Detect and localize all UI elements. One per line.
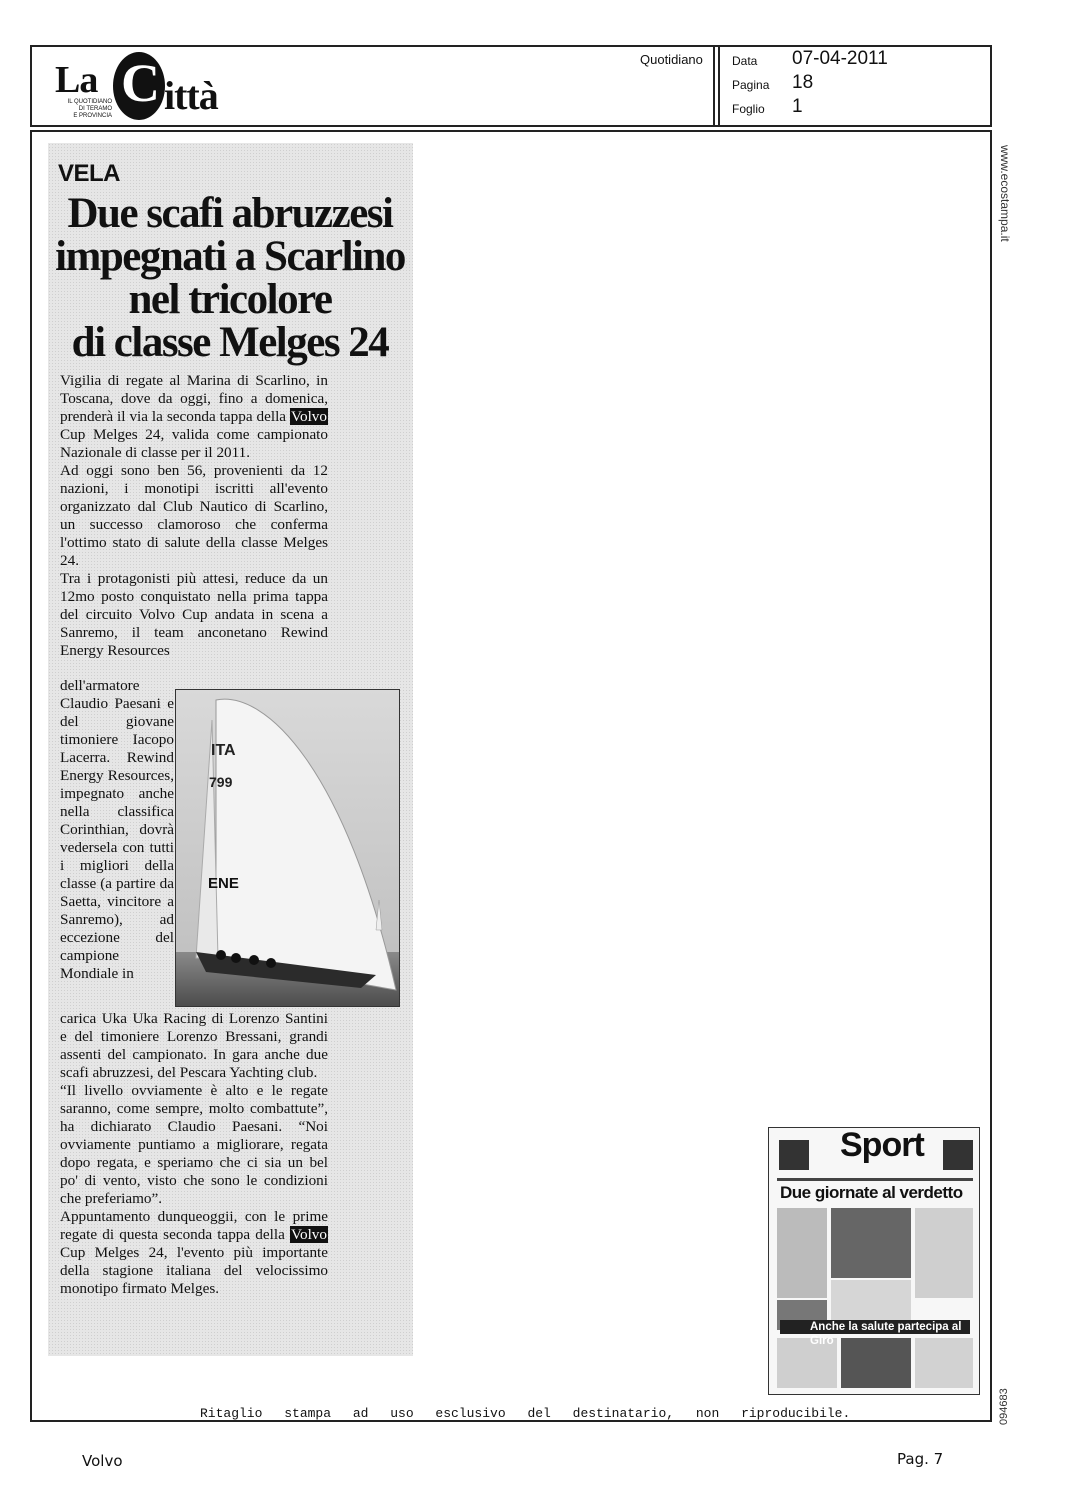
article-kicker: VELA (58, 160, 121, 187)
meta-label-data: Data (732, 54, 758, 68)
brand-highlight: Volvo (290, 408, 327, 425)
page-thumbnail (768, 1127, 980, 1395)
sailboat-image (176, 690, 400, 1007)
article-body-continued: carica Uka Uka Racing di Lorenzo Santini e del timoniere Lorenzo Bressani, grandi assenti del campionato. In gara anche due scafi abruzzesi, del Pescara Yachting club. “Il livello ovviamente è alto e le regate saranno, come sempre, molto combattute”, ha dichiarato Claudio Paesani. “Noi ovviamente puntiamo a migliorare, regata dopo regata, e speriamo che ci sia un bel po' di vento, visto che sono le condizioni che preferiamo”. Appuntamento dunqueoggii, con le prime regate di questa seconda tappa della Volvo Cup Melges 24, l'evento più importante della stagione italiana del velocissimo monotipo firmato Melges. (60, 1010, 328, 1297)
sailboat-photo (175, 689, 400, 1007)
thumbnail-masthead: Sport (840, 1126, 924, 1164)
meta-value-foglio: 1 (792, 96, 803, 117)
publication-type: Quotidiano (640, 52, 703, 67)
logo-tagline: IL QUOTIDIANO DI TERAMO E PROVINCIA (67, 99, 112, 119)
disclaimer: Ritaglio stampa ad uso esclusivo del destinatario, non riproducibile. (200, 1406, 851, 1421)
article-paragraph: Vigilia di regate al Marina di Scarlino, in Toscana, dove da oggi, fino a domenica, prenderà il via la seconda tappa della Volvo Cup Melges 24, valida come campionato Nazionale di classe per il 2011. (60, 372, 328, 461)
thumbnail-layout (769, 1128, 980, 1395)
sail-number: ITA (211, 742, 236, 759)
meta-label-foglio: Foglio (732, 102, 765, 116)
meta-value-pagina: 18 (792, 72, 814, 93)
header-divider (718, 45, 720, 127)
meta-value-data: 07-04-2011 (792, 48, 888, 69)
side-url: www.ecostampa.it (998, 145, 1012, 242)
brand-highlight: Volvo (290, 1226, 327, 1243)
thumbnail-subheadline: Anche la salute partecipa al Giro (780, 1320, 970, 1334)
logo-word-la: La (55, 59, 98, 101)
footer-client: Volvo (82, 1452, 123, 1470)
article-wrap-column: dell'armatore Claudio Paesani e del giovane timoniere Iacopo Lacerra. Rewind Energy Resources, impegnato anche nella classifica Corinthian, dovrà vedersela con tutti i migliori della classe (a partire da Saetta, vincitore a Sanremo), ad eccezione del campione Mondiale in (60, 677, 174, 982)
logo-c-letter: C (121, 53, 160, 113)
header-divider (713, 45, 715, 127)
article-headline: Due scafi abruzzesi impegnati a Scarlino nel tricolore di classe Melges 24 (55, 190, 405, 366)
sail-number: 799 (209, 774, 233, 790)
logo-word-citta: ittà (164, 73, 218, 118)
article-body (60, 372, 328, 660)
thumbnail-headline: Due giornate al verdetto (780, 1183, 963, 1202)
meta-label-pagina: Pagina (732, 78, 770, 92)
footer-page-number: Pag. 7 (897, 1450, 944, 1468)
side-code: 094683 (998, 1388, 1010, 1425)
sail-logo-text: ENE (208, 875, 239, 892)
article-paragraph: Tra i protagonisti più attesi, reduce da un 12mo posto conquistato nella prima tappa del circuito Volvo Cup andata in scena a Sanremo, il team anconetano Rewind Energy Resources (60, 570, 328, 659)
article-paragraph: Ad oggi sono ben 56, provenienti da 12 nazioni, i monotipi iscritti all'evento organizzato dal Club Nautico di Scarlino, un successo clamoroso che conferma l'ottimo stato di salute della classe Melges 24. (60, 462, 328, 569)
